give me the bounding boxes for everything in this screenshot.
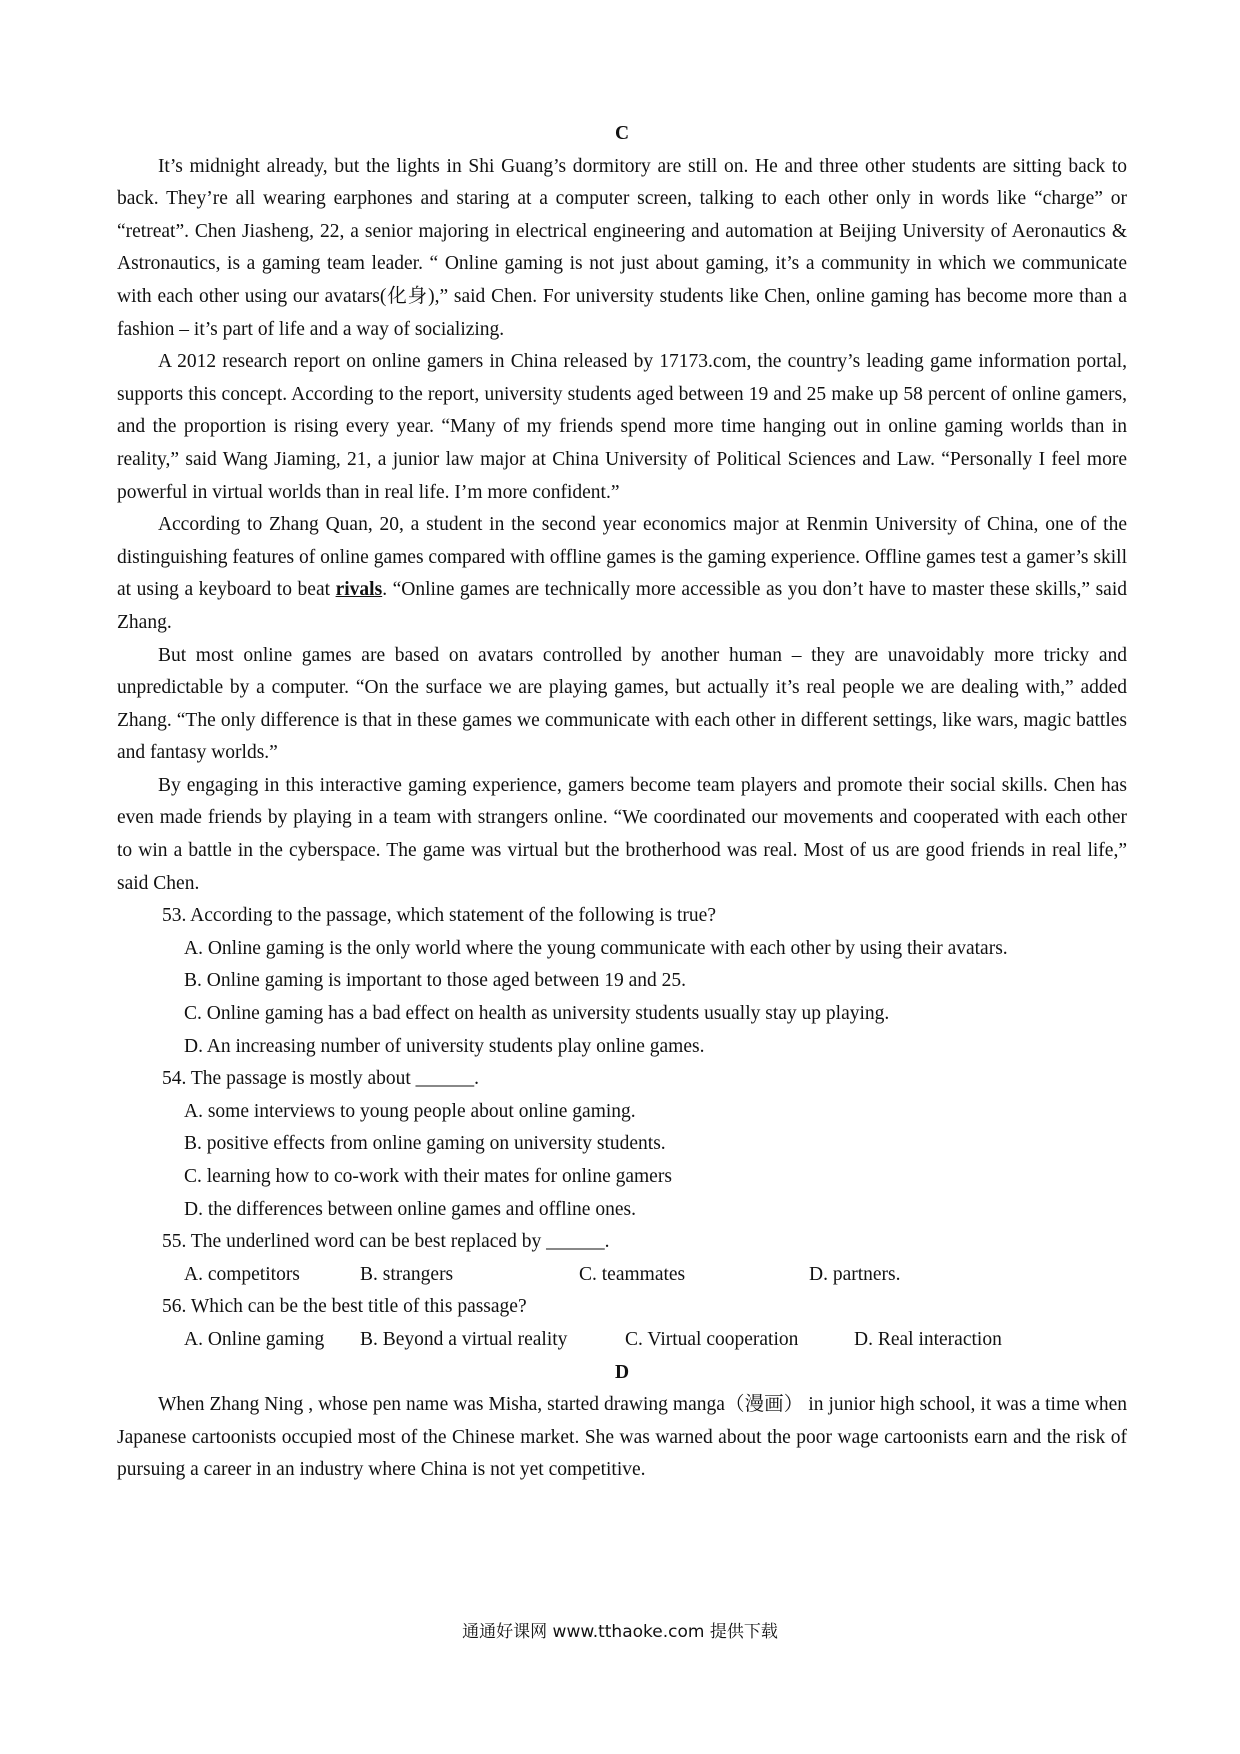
question-55-option-b: B. strangers <box>360 1263 454 1285</box>
question-55-stem: 55. The underlined word can be best replaced by ______. <box>162 1231 610 1253</box>
question-56-option-b: B. Beyond a virtual reality <box>360 1328 568 1350</box>
question-54-option-b: B. positive effects from online gaming on university students. <box>184 1133 666 1155</box>
paragraph-3-text-before: According to Zhang Quan, 20, a student in the second year economics major at Renmin University of China, one of the distinguishing features of online games compared with offline games is the gaming experience. Offline games test a gamer’s skill at using a keyboard to beat <box>117 514 1127 601</box>
question-56-option-c: C. Virtual cooperation <box>625 1328 799 1350</box>
question-53-option-a: A. Online gaming is the only world where the young communicate with each other by using their avatars. <box>184 937 1008 959</box>
question-55-option-c: C. teammates <box>579 1263 686 1285</box>
question-55-option-a: A. competitors <box>184 1263 300 1285</box>
document-content <box>117 118 1127 1487</box>
question-54-option-a: A. some interviews to young people about online gaming. <box>184 1100 636 1122</box>
question-54-stem: 54. The passage is mostly about ______. <box>162 1068 480 1090</box>
passage-c-paragraph-5: By engaging in this interactive gaming experience, gamers become team players and promote their social skills. Chen has even made friends by playing in a team with strangers online. “We coordinated our movements and cooperated with each other to win a battle in the cyberspace. The game was virtual but the brotherhood was real. Most of us are good friends in real life,” said Chen. <box>117 774 1127 894</box>
question-53-option-d: D. An increasing number of university students play online games. <box>184 1035 705 1057</box>
underlined-word: rivals <box>335 579 383 601</box>
question-56-options <box>184 1324 1127 1357</box>
passage-c-paragraph-1: It’s midnight already, but the lights in Shi Guang’s dormitory are still on. He and three other students are sitting back to back. They’re all wearing earphones and staring at a computer screen, talking to each other only in words like “charge” or “retreat”. Chen Jiasheng, 22, a senior majoring in electrical engineering and automation at Beijing University of Aeronautics & Astronautics, is a gaming team leader. “ Online gaming is not just about gaming, it’s a community in which we communicate with each other using our avatars(化身),” said Chen. For university students like Chen, online gaming has become more than a fashion – it’s part of life and a way of socializing. <box>117 155 1127 340</box>
question-56-stem: 56. Which can be the best title of this passage? <box>162 1296 527 1318</box>
question-53-stem: 53. According to the passage, which statement of the following is true? <box>162 905 716 927</box>
question-55-option-d: D. partners. <box>809 1263 901 1285</box>
question-54-option-d: D. the differences between online games and offline ones. <box>184 1198 636 1220</box>
question-56-option-a: A. Online gaming <box>184 1328 325 1350</box>
passage-c-paragraph-3 <box>117 509 1127 639</box>
section-d-title: D <box>614 1361 630 1383</box>
passage-d-paragraph-1: When Zhang Ning , whose pen name was Misha, started drawing manga（漫画） in junior high school, it was a time when Japanese cartoonists occupied most of the Chinese market. She was warned about the poor wage cartoonists earn and the risk of pursuing a career in an industry where China is not yet competitive. <box>117 1394 1127 1481</box>
question-55-options <box>184 1259 1127 1292</box>
paragraph-3-text-after: . “Online games are technically more accessible as you don’t have to master these skills,” said Zhang. <box>117 579 1127 633</box>
passage-c-paragraph-2: A 2012 research report on online gamers in China released by 17173.com, the country’s leading game information portal, supports this concept. According to the report, university students aged between 19 and 25 make up 58 percent of online gamers, and the proportion is rising every year. “Many of my friends spend more time hanging out in online gaming worlds than in reality,” said Wang Jiaming, 21, a junior law major at China University of Political Sciences and Law. “Personally I feel more powerful in virtual worlds than in real life. I’m more confident.” <box>117 351 1127 503</box>
question-54-option-c: C. learning how to co-work with their mates for online gamers <box>184 1166 672 1187</box>
question-53-option-c: C. Online gaming has a bad effect on health as university students usually stay up playing. <box>184 1003 890 1025</box>
question-56-option-d: D. Real interaction <box>854 1328 1002 1350</box>
passage-c-paragraph-4: But most online games are based on avatars controlled by another human – they are unavoidably more tricky and unpredictable by a computer. “On the surface we are playing games, but actually it’s real people we are dealing with,” added Zhang. “The only difference is that in these games we communicate with each other in different settings, like wars, magic battles and fantasy worlds.” <box>117 644 1127 764</box>
question-53-option-b: B. Online gaming is important to those aged between 19 and 25. <box>184 970 687 992</box>
section-c-title: C <box>614 123 630 144</box>
page-footer: 通通好课网 www.tthaoke.com 提供下载 <box>462 1622 778 1642</box>
